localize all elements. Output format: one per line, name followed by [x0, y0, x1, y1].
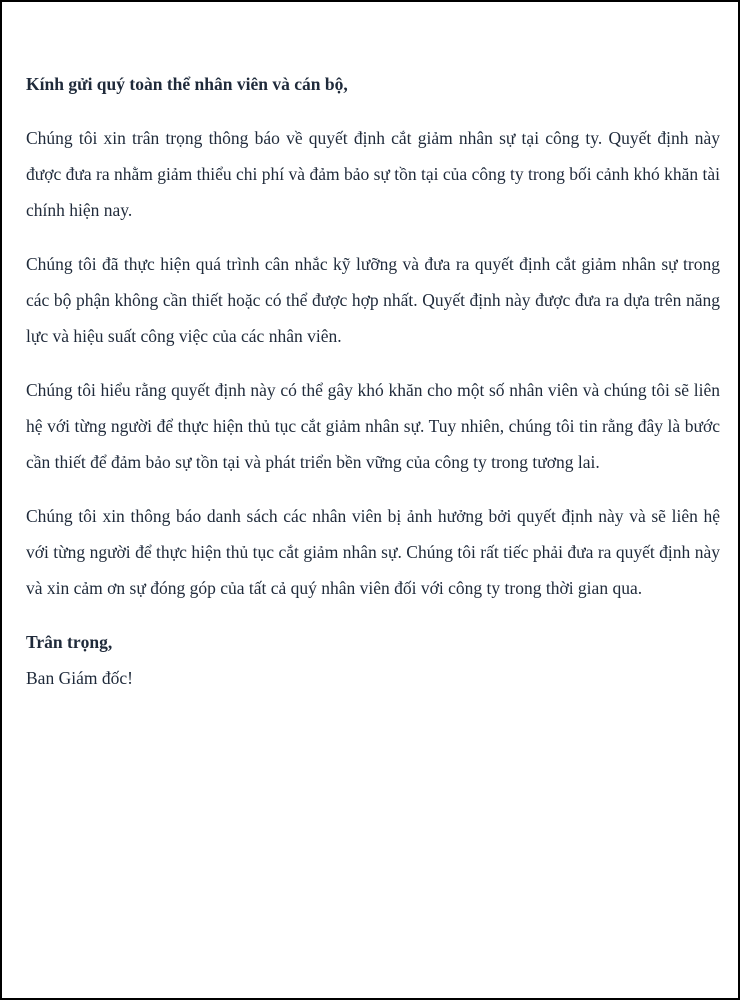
letter-paragraph-4: Chúng tôi xin thông báo danh sách các nhân viên bị ảnh hưởng bởi quyết định này và sẽ liên hệ với từng người để thực hiện thủ tục cắt giảm nhân sự. Chúng tôi rất tiếc phải đưa ra quyết định này và xin cảm ơn sự đóng góp của tất cả quý nhân viên đối với công ty trong thời gian qua.	[26, 506, 720, 598]
letter-closing: Trân trọng,	[26, 632, 113, 652]
letter-paragraph-1: Chúng tôi xin trân trọng thông báo về quyết định cắt giảm nhân sự tại công ty. Quyết định này được đưa ra nhằm giảm thiểu chi phí và đảm bảo sự tồn tại của công ty trong bối cảnh khó khăn tài chính hiện nay.	[26, 128, 720, 220]
letter-body	[26, 66, 720, 696]
letter-signature: Ban Giám đốc!	[26, 668, 133, 688]
letter-paragraph-2: Chúng tôi đã thực hiện quá trình cân nhắc kỹ lưỡng và đưa ra quyết định cắt giảm nhân sự trong các bộ phận không cần thiết hoặc có thể được hợp nhất. Quyết định này được đưa ra dựa trên năng lực và hiệu suất công việc của các nhân viên.	[26, 254, 720, 346]
letter-paragraph-3: Chúng tôi hiểu rằng quyết định này có thể gây khó khăn cho một số nhân viên và chúng tôi sẽ liên hệ với từng người để thực hiện thủ tục cắt giảm nhân sự. Tuy nhiên, chúng tôi tin rằng đây là bước cần thiết để đảm bảo sự tồn tại và phát triển bền vững của công ty trong tương lai.	[26, 380, 720, 472]
letter-greeting: Kính gửi quý toàn thể nhân viên và cán bộ,	[26, 74, 348, 94]
